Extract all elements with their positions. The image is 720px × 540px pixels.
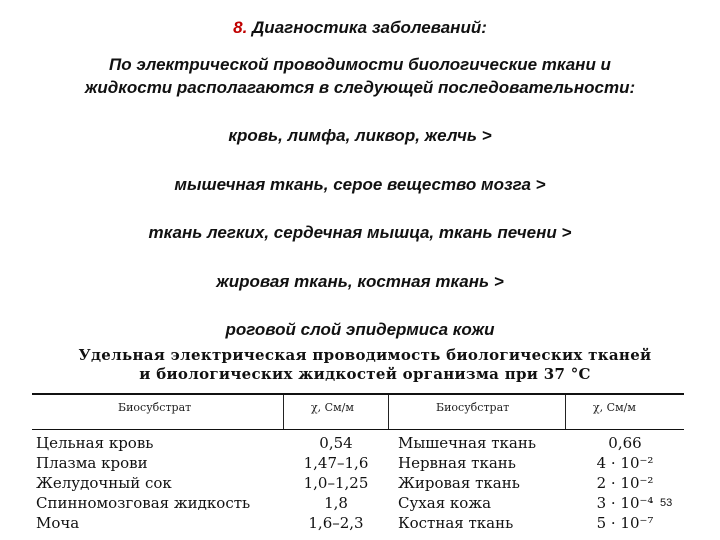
sequence-item-4: жировая ткань, костная ткань >	[216, 272, 504, 291]
table-cell: Жировая ткань	[398, 474, 520, 492]
table-cell: Моча	[36, 514, 80, 532]
table-title	[60, 346, 670, 384]
intro-line-2: жидкости располагаются в следующей последовательности:	[84, 78, 636, 97]
table-cell: 3 · 10⁻⁴	[596, 494, 654, 512]
table-cell: Костная ткань	[398, 514, 514, 532]
header-conductivity-1: χ, См/м	[311, 401, 354, 414]
table-title-line-2: и биологических жидкостей организма при 37 °С	[139, 365, 591, 383]
table-cell: 0,66	[608, 434, 642, 452]
slide-title	[0, 18, 720, 38]
table-title-line-1: Удельная электрическая проводимость биологических тканей	[78, 346, 652, 364]
table-column-divider	[388, 395, 389, 430]
table-header-rule	[32, 429, 684, 430]
sequence-item-2: мышечная ткань, серое вещество мозга >	[174, 175, 546, 194]
table-cell: 1,8	[324, 494, 348, 512]
title-text: Диагностика заболеваний:	[252, 18, 487, 37]
header-conductivity-2: χ, См/м	[593, 401, 636, 414]
table-cell: Цельная кровь	[36, 434, 154, 452]
page-number: 53	[660, 497, 673, 509]
table-cell: 4 · 10⁻²	[596, 454, 654, 472]
table-column-divider	[565, 395, 566, 430]
table-top-rule	[32, 393, 684, 395]
sequence-item-1: кровь, лимфа, ликвор, желчь >	[228, 126, 492, 145]
table-cell: Нервная ткань	[398, 454, 516, 472]
table-cell: 1,0–1,25	[303, 474, 369, 492]
intro-line-1: По электрической проводимости биологические ткани и	[109, 55, 611, 74]
table-cell: Плазма крови	[36, 454, 148, 472]
table-cell: Сухая кожа	[398, 494, 492, 512]
sequence-item-5: роговой слой эпидермиса кожи	[225, 320, 495, 339]
table-cell: 2 · 10⁻²	[596, 474, 654, 492]
table-cell: 5 · 10⁻⁷	[596, 514, 654, 532]
header-substrate-2: Биосубстрат	[436, 401, 510, 414]
title-number: 8.	[233, 18, 248, 37]
table-cell: Желудочный сок	[36, 474, 172, 492]
table-cell: Мышечная ткань	[398, 434, 536, 452]
table-cell: Спинномозговая жидкость	[36, 494, 251, 512]
table-column-divider	[283, 395, 284, 430]
table-cell: 1,47–1,6	[303, 454, 369, 472]
table-cell: 1,6–2,3	[308, 514, 364, 532]
sequence-item-3: ткань легких, сердечная мышца, ткань печени >	[148, 223, 572, 242]
intro-paragraph	[30, 53, 690, 99]
header-substrate-1: Биосубстрат	[118, 401, 192, 414]
table-cell: 0,54	[319, 434, 353, 452]
